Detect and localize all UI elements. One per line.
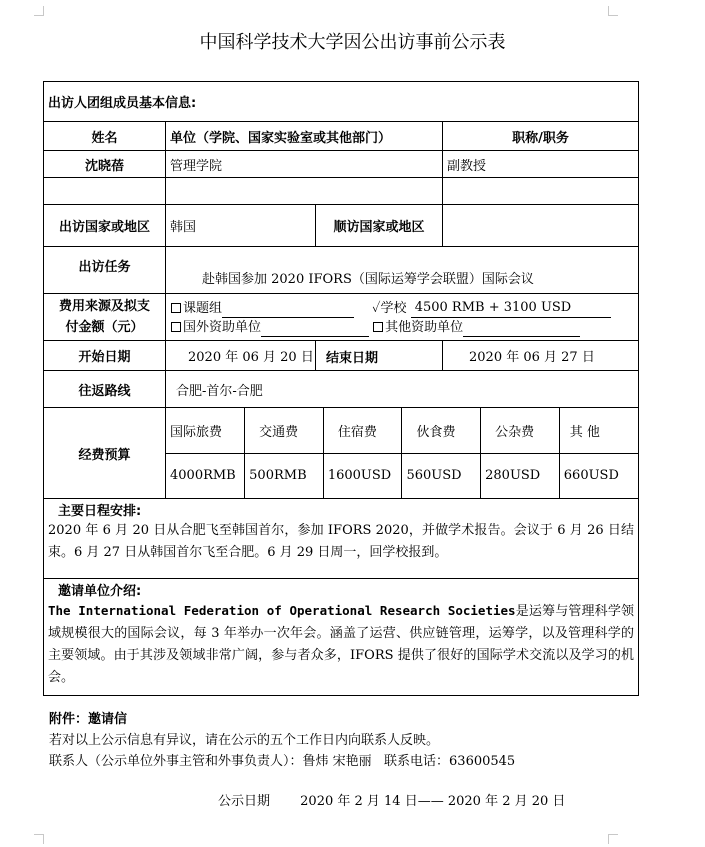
- header-name: 姓名: [44, 122, 166, 151]
- end-date-label: [316, 341, 443, 371]
- end-date-label-text: 结束日期: [326, 351, 379, 366]
- basic-info-label: 出访人团组成员基本信息:: [44, 82, 639, 122]
- empty-cell: [44, 178, 166, 205]
- foreign-funding-label: 国外资助单位: [183, 319, 262, 335]
- country-label: 出访国家或地区: [44, 205, 166, 247]
- funding-line-1: [171, 298, 634, 318]
- attachment-line: 附件：邀请信: [49, 712, 128, 727]
- budget-item-amount: 660USD: [559, 453, 638, 498]
- page-corner-mark: [34, 6, 44, 16]
- transit-value: [443, 205, 639, 247]
- budget-item-amount: 560USD: [402, 453, 481, 498]
- inviter-cell: [44, 579, 639, 696]
- announcement-date-range: 2020 年 2 月 14 日—— 2020 年 2 月 20 日: [300, 794, 566, 809]
- task-label: 出访任务: [44, 247, 166, 294]
- date-row: [44, 341, 639, 371]
- budget-item-name: 其 他: [559, 408, 638, 453]
- route-row: [44, 371, 639, 408]
- budget-amounts-row: [166, 453, 638, 498]
- funding-row: [44, 294, 639, 341]
- document-title: 中国科学技术大学因公出访事前公示表: [199, 32, 506, 53]
- page-corner-mark: [34, 834, 44, 844]
- contact-line: 联系人（公示单位外事主管和外事负责人）：鲁炜 宋艳丽 联系电话：63600545: [49, 754, 516, 769]
- budget-item-name: 伙食费: [402, 408, 481, 453]
- budget-cell: [166, 408, 639, 499]
- other-funding-label: 其他资助单位: [385, 319, 464, 335]
- budget-item-name: 住宿费: [323, 408, 402, 453]
- funding-label: [44, 294, 166, 341]
- start-date-value: [166, 341, 316, 371]
- end-date-value: 2020 年 06 月 27 日: [443, 341, 639, 371]
- task-value: 赴韩国参加 2020 IFORS（国际运筹学会联盟）国际会议: [166, 247, 639, 294]
- schedule-row: [44, 499, 639, 579]
- start-date-label: 开始日期: [44, 341, 166, 371]
- route-value: 合肥-首尔-合肥: [166, 371, 639, 408]
- project-group-blank: [222, 304, 354, 318]
- budget-item-amount: 4000RMB: [166, 453, 245, 498]
- page-corner-mark: [608, 6, 618, 16]
- budget-item-name: 交通费: [245, 408, 324, 453]
- funding-options: [166, 294, 639, 341]
- budget-item-name: 国际旅费: [166, 408, 245, 453]
- announcement-date-label: 公示日期: [218, 794, 271, 809]
- budget-item-amount: 1600USD: [323, 453, 402, 498]
- member-row-empty: [44, 178, 639, 205]
- budget-table: [166, 408, 638, 498]
- member-name: 沈晓蓓: [44, 151, 166, 178]
- member-header-row: [44, 122, 639, 151]
- header-title: 职称/职务: [443, 122, 639, 151]
- schedule-label: 主要日程安排:: [58, 504, 142, 519]
- member-unit: 管理学院: [166, 151, 443, 178]
- inviter-text: [48, 600, 634, 689]
- empty-cell: [443, 178, 639, 205]
- transit-label: 顺访国家或地区: [316, 205, 443, 247]
- school-amount: 4500 RMB + 3100 USD: [411, 298, 611, 318]
- funding-label-line1: 费用来源及拟支: [58, 299, 150, 314]
- project-group-label: 课题组: [183, 300, 223, 316]
- budget-names-row: [166, 408, 638, 453]
- school-label: 学校: [380, 300, 407, 316]
- budget-row: [44, 408, 639, 499]
- footer: [49, 710, 649, 772]
- inviter-row: [44, 579, 639, 696]
- header-unit: 单位（学院、国家实验室或其他部门）: [166, 122, 443, 151]
- school-check-mark[interactable]: ✓: [372, 300, 381, 316]
- foreign-funding-blank: [261, 323, 369, 337]
- member-row: [44, 151, 639, 178]
- project-group-checkbox[interactable]: [171, 303, 181, 313]
- budget-item-amount: 280USD: [481, 453, 560, 498]
- announcement-date: [218, 790, 565, 809]
- country-value: 韩国: [166, 205, 316, 247]
- member-title: 副教授: [443, 151, 639, 178]
- start-date-text: 2020 年 06 月 20 日: [188, 350, 314, 365]
- task-row: [44, 247, 639, 294]
- other-funding-checkbox[interactable]: [373, 322, 383, 332]
- foreign-funding-checkbox[interactable]: [171, 322, 181, 332]
- inviter-description: 是运筹与管理科学领域规模很大的国际会议，每 3 年举办一次年会。涵盖了运营、供应链管理，运筹学，以及管理科学的主要领域。由于其涉及领域非常广阔，参与者众多，IFORS 提供了很好的国际学术交流以及学习的机会。: [48, 604, 635, 685]
- schedule-text: 2020 年 6 月 20 日从合肥飞至韩国首尔，参加 IFORS 2020，并做学术报告。会议于 6 月 26 日结束。6 月 27 日从韩国首尔飞至合肥。6 月 29 日周一，回学校报到。: [48, 523, 635, 560]
- empty-cell: [166, 178, 443, 205]
- basic-info-row: [44, 82, 639, 122]
- funding-line-2: [171, 318, 634, 337]
- objection-line: 若对以上公示信息有异议，请在公示的五个工作日内向联系人反映。: [49, 733, 440, 748]
- inviter-label: 邀请单位介绍:: [58, 584, 142, 599]
- other-funding-blank: [463, 323, 580, 337]
- budget-item-name: 公杂费: [481, 408, 560, 453]
- route-label: 往返路线: [44, 371, 166, 408]
- budget-item-amount: 500RMB: [245, 453, 324, 498]
- disclosure-form-table: [43, 81, 639, 696]
- budget-label: 经费预算: [44, 408, 166, 499]
- country-row: [44, 205, 639, 247]
- page-corner-mark: [608, 834, 618, 844]
- funding-label-line2: 付金额（元）: [65, 320, 144, 335]
- schedule-cell: [44, 499, 639, 579]
- inviter-name-en: The International Federation of Operational Research Societies: [48, 603, 516, 618]
